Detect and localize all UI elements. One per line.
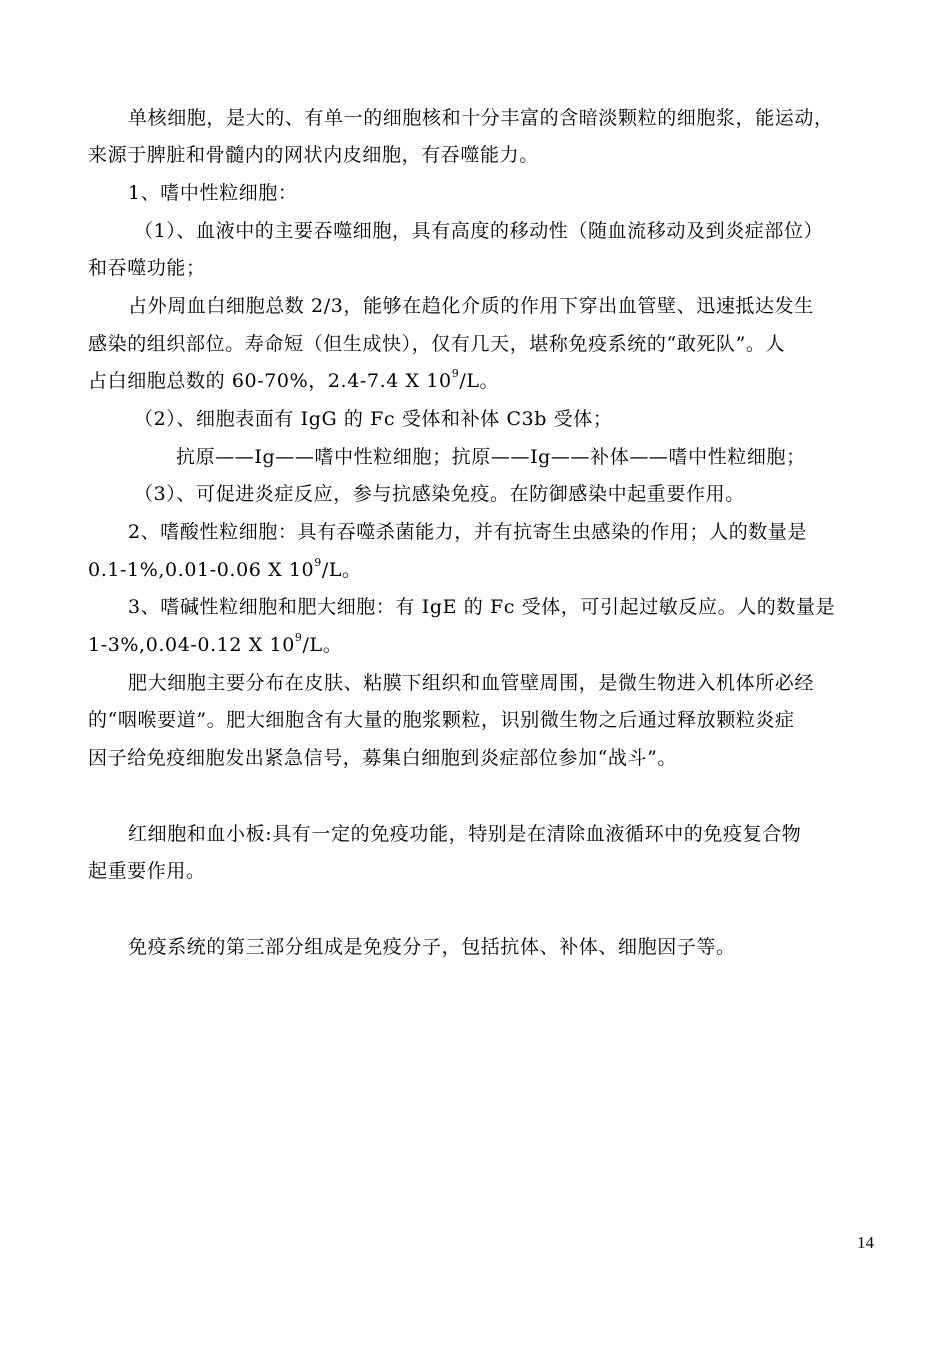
text-line: 1、嗜中性粒细胞： (128, 182, 298, 204)
superscript: 9 (451, 366, 460, 380)
text-segment: /L。 (302, 634, 343, 656)
text-line: （3）、可促进炎症反应，参与抗感染免疫。在防御感染中起重要作用。 (134, 483, 745, 505)
text-line: 和吞噬功能； (88, 257, 206, 279)
text-line: 起重要作用。 (88, 860, 206, 882)
text-line: （1）、血液中的主要吞噬细胞，具有高度的移动性（随血流移动及到炎症部位） (134, 220, 824, 242)
text-segment: 占白细胞总数的 60-70%，2.4-7.4 X 10 (88, 370, 452, 392)
text-line: 2、嗜酸性粒细胞：具有吞噬杀菌能力，并有抗寄生虫感染的作用；人的数量是 (128, 521, 808, 543)
text-line: 因子给免疫细胞发出紧急信号，募集白细胞到炎症部位参加“战斗”。 (88, 747, 678, 769)
text-line: 抗原——Ig——嗜中性粒细胞；抗原——Ig——补体——嗜中性粒细胞； (176, 446, 806, 468)
text-line (88, 366, 500, 393)
text-line: 肥大细胞主要分布在皮肤、粘膜下组织和血管壁周围，是微生物进入机体所必经 (128, 672, 815, 694)
text-line: 单核细胞，是大的、有单一的细胞核和十分丰富的含暗淡颗粒的细胞浆，能运动， (128, 107, 834, 129)
text-line: 3、嗜碱性粒细胞和肥大细胞：有 IgE 的 Fc 受体，可引起过敏反应。人的数量是 (128, 596, 836, 618)
text-line: 红细胞和血小板:具有一定的免疫功能，特别是在清除血液循环中的免疫复合物 (128, 823, 802, 845)
text-line: 感染的组织部位。寿命短（但生成快），仅有几天，堪称免疫系统的“敢死队”。人 (88, 333, 786, 355)
text-line: 占外周血白细胞总数 2/3，能够在趋化介质的作用下穿出血管壁、迅速抵达发生 (128, 295, 814, 317)
text-line: 免疫系统的第三部分组成是免疫分子，包括抗体、补体、细胞因子等。 (128, 936, 736, 958)
text-segment: 0.1-1%,0.01-0.06 X 10 (88, 559, 315, 581)
text-segment: /L。 (321, 559, 362, 581)
text-line: 来源于脾脏和骨髓内的网状内皮细胞，有吞噬能力。 (88, 144, 539, 166)
text-segment: 1-3%,0.04-0.12 X 10 (88, 634, 295, 656)
text-segment: /L。 (459, 370, 500, 392)
superscript: 9 (294, 630, 303, 644)
text-line (88, 555, 362, 582)
page-number: 14 (857, 1233, 874, 1252)
text-line (88, 630, 343, 657)
superscript: 9 (314, 555, 322, 569)
text-line: （2）、细胞表面有 IgG 的 Fc 受体和补体 C3b 受体； (134, 408, 613, 430)
text-line: 的“咽喉要道”。肥大细胞含有大量的胞浆颗粒，识别微生物之后通过释放颗粒炎症 (88, 709, 795, 731)
